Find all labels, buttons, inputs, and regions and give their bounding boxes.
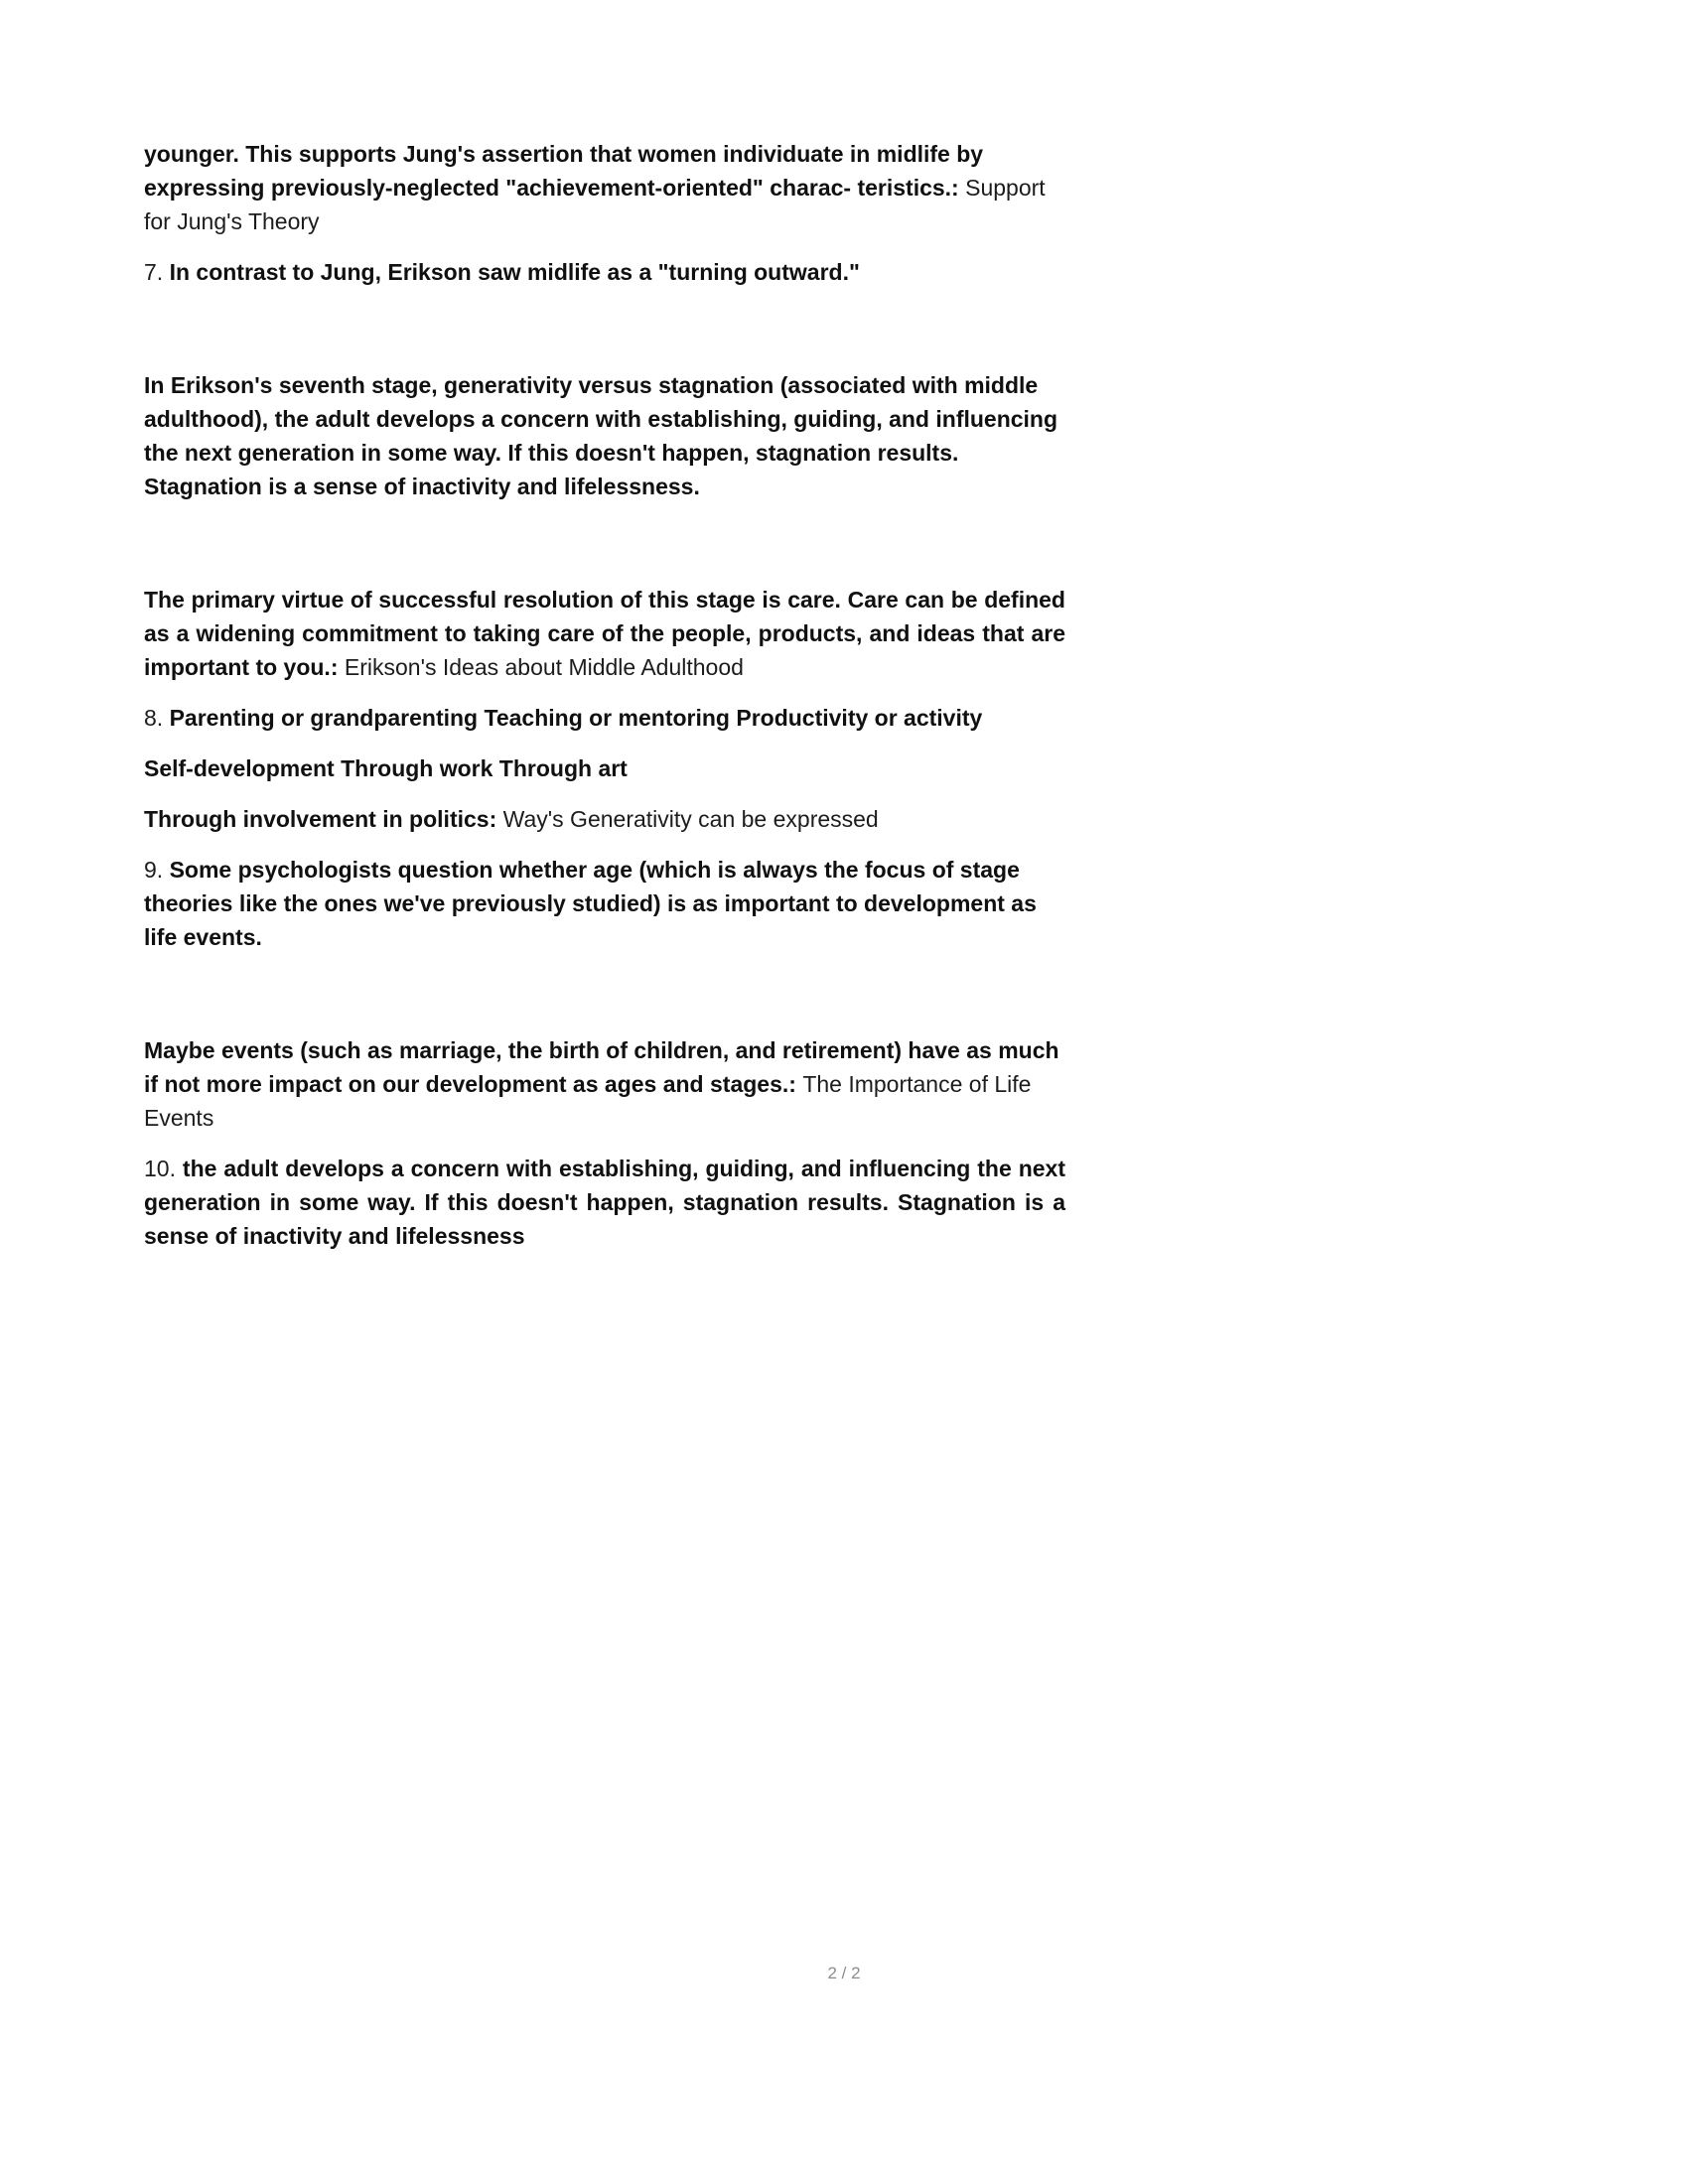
paragraph bbox=[144, 853, 1065, 954]
bold-text: Parenting or grandparenting Teaching or mentoring Productivity or activity bbox=[169, 705, 983, 731]
regular-text: Erikson's Ideas about Middle Adulthood bbox=[344, 654, 744, 680]
bold-text: The primary virtue of successful resolution of this stage is care. Care can be defined as a widening commitment to taking care of the people, products, and ideas that are important to you.: bbox=[144, 587, 1065, 680]
bold-text: Maybe events (such as marriage, the birth of children, and retirement) have as much if not more impact on our development as ages and stages.: bbox=[144, 1037, 1059, 1097]
bold-text: the adult develops a concern with establishing, guiding, and influencing the next generation in some way. If this doesn't happen, stagnation results. Stagnation is a sense of inactivity and lifelessness bbox=[144, 1156, 1065, 1249]
regular-text: 9. bbox=[144, 857, 170, 883]
regular-text: Way's Generativity can be expressed bbox=[502, 806, 879, 832]
paragraph bbox=[144, 368, 1065, 503]
bold-text: In Erikson's seventh stage, generativity versus stagnation (associated with middle adulthood), the adult develops a concern with establishing, guiding, and influencing the next generation in some way. If this doesn't happen, stagnation results. Stagnation is a sense of inactivity and lifelessness. bbox=[144, 372, 1058, 499]
paragraph bbox=[144, 255, 1065, 289]
paragraph bbox=[144, 1033, 1065, 1135]
regular-text: 7. bbox=[144, 259, 170, 285]
regular-text: Support for Jung's Theory bbox=[144, 175, 1046, 234]
bold-text: Some psychologists question whether age (which is always the focus of stage theories like the ones we've previously studied) is as important to development as life events. bbox=[144, 857, 1037, 950]
paragraph bbox=[144, 583, 1065, 684]
paragraph bbox=[144, 1152, 1065, 1253]
paragraph bbox=[144, 701, 1065, 735]
regular-text: 8. bbox=[144, 705, 170, 731]
regular-text: 10. bbox=[144, 1156, 183, 1181]
bold-text: younger. This supports Jung's assertion that women individuate in midlife by expressing previously-neglected "achievement-oriented" charac- teristics.: bbox=[144, 141, 984, 201]
bold-text: In contrast to Jung, Erikson saw midlife as a "turning outward." bbox=[169, 259, 860, 285]
paragraph bbox=[144, 802, 1065, 836]
document-body bbox=[144, 137, 1065, 1270]
page-number: 2 / 2 bbox=[827, 1964, 861, 1982]
paragraph bbox=[144, 137, 1065, 238]
paragraph bbox=[144, 751, 1065, 785]
bold-text: Self-development Through work Through art bbox=[144, 755, 628, 781]
regular-text: The Importance of Life Events bbox=[144, 1071, 1032, 1131]
bold-text: Through involvement in politics: bbox=[144, 806, 503, 832]
